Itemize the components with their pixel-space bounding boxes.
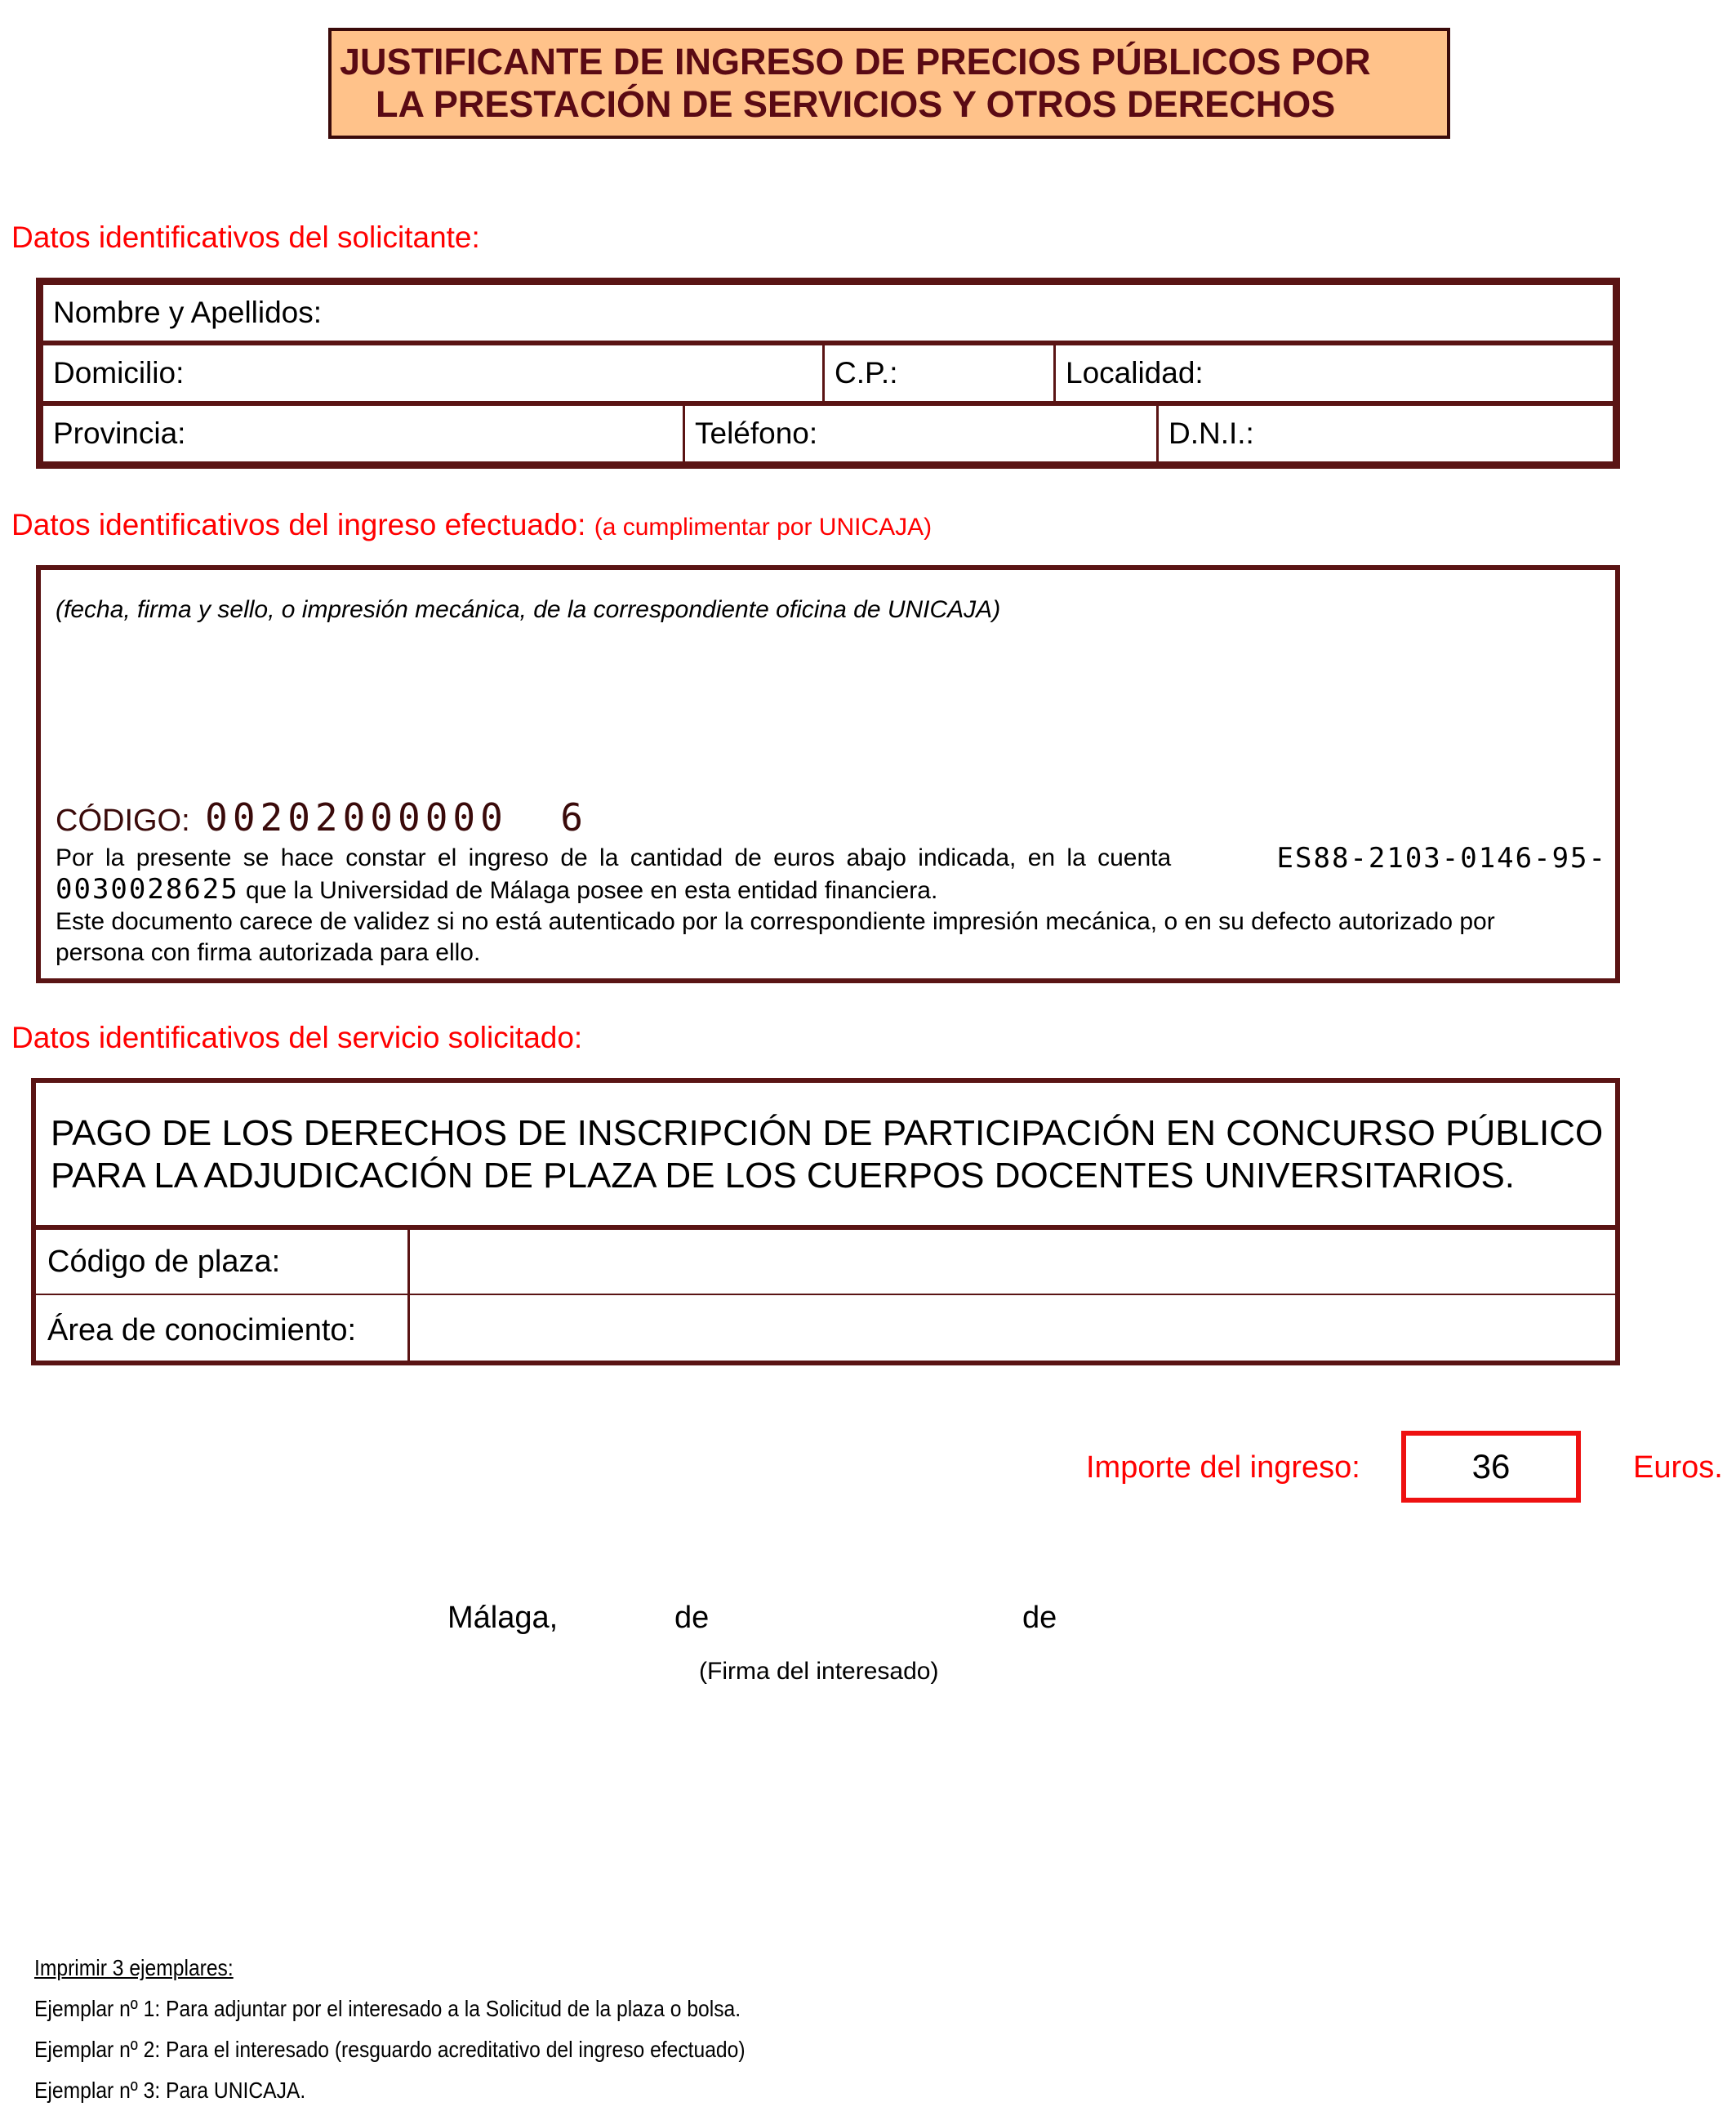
nombre-field[interactable] [41,283,1615,343]
importe-label: Importe del ingreso: [1086,1450,1360,1485]
cp-field[interactable] [822,343,1056,403]
servicio-line-1: PAGO DE LOS DERECHOS DE INSCRIPCIÓN DE PARTICIPACIÓN EN CONCURSO PÚBLICO [51,1113,1604,1153]
malaga-label: Málaga, [447,1601,559,1635]
codigo-row [56,795,583,840]
ingreso-heading [11,508,932,542]
date-de-2: de [1022,1601,1057,1635]
telefono-field[interactable] [683,403,1159,464]
footer-line-1: Ejemplar nº 1: Para adjuntar por el interesado a la Solicitud de la plaza o bolsa. [34,1996,741,2021]
localidad-field[interactable] [1053,343,1615,403]
provincia-label: Provincia: [53,416,186,450]
firma-note: (Firma del interesado) [699,1658,939,1685]
area-label-cell [36,1295,410,1365]
ingreso-text-2: que la Universidad de Málaga posee en esta entidad financiera. [246,877,938,904]
sello-note: (fecha, firma y sello, o impresión mecánica, de la correspondiente oficina de UNICAJA) [56,596,1001,623]
domicilio-label: Domicilio: [53,356,185,390]
area-label: Área de conocimiento: [47,1312,357,1347]
ingreso-box [36,565,1620,983]
footer-line-3: Ejemplar nº 3: Para UNICAJA. [34,2078,306,2103]
servicio-line-2: PARA LA ADJUDICACIÓN DE PLAZA DE LOS CUERPOS DOCENTES UNIVERSITARIOS. [51,1156,1516,1196]
codigo-check-digit: 6 [560,795,583,840]
date-de-1: de [674,1601,710,1635]
footer-line-2: Ejemplar nº 2: Para el interesado (resguardo acreditativo del ingreso efectuado) [34,2037,746,2062]
codigo-colon: : [181,804,190,838]
dni-field[interactable] [1156,403,1615,464]
title-line-2: LA PRESTACIÓN DE SERVICIOS Y OTROS DERECHOS [376,83,1336,125]
solicitante-form [36,278,1620,469]
ingreso-text-1: Por la presente se hace constar el ingreso de la cantidad de euros abajo indicada, en la cuenta [56,844,1172,871]
ingreso-text-4: persona con firma autorizada para ello. [56,939,481,966]
cp-label: C.P.: [835,356,898,390]
footer-heading: Imprimir 3 ejemplares: [34,1955,234,1980]
servicio-description [51,1112,1603,1197]
ingreso-text [56,843,1607,969]
provincia-field[interactable] [41,403,685,464]
ingreso-text-3: Este documento carece de validez si no está autenticado por la correspondiente impresión mecánica, o en su defecto autorizado por [56,908,1495,935]
importe-currency: Euros. [1633,1450,1723,1485]
localidad-label: Localidad: [1066,356,1204,390]
codigo-value: 00202000000 [205,795,508,840]
domicilio-field[interactable] [41,343,825,403]
solicitante-heading: Datos identificativos del solicitante: [11,220,480,254]
iban-part-2: 0030028625 [56,873,239,906]
importe-value: 36 [1471,1447,1511,1485]
title-line-1: JUSTIFICANTE DE INGRESO DE PRECIOS PÚBLICOS POR [340,41,1371,82]
nombre-label: Nombre y Apellidos: [53,296,323,329]
importe-value-box[interactable] [1401,1431,1581,1503]
iban-part-1: ES88-2103-0146-95- [1276,842,1607,875]
document-title-box [328,28,1450,139]
codigo-plaza-label: Código de plaza: [47,1244,281,1279]
ingreso-heading-text: Datos identificativos del ingreso efectuado: [11,508,586,541]
codigo-plaza-input[interactable] [410,1230,1615,1295]
servicio-fields [36,1225,1615,1365]
telefono-label: Teléfono: [695,416,818,450]
dni-label: D.N.I.: [1168,416,1254,450]
servicio-box [31,1078,1620,1365]
ingreso-heading-note: (a cumplimentar por UNICAJA) [594,514,933,541]
codigo-plaza-label-cell [36,1230,410,1295]
codigo-label: CÓDIGO [56,804,182,838]
area-input[interactable] [410,1295,1615,1365]
servicio-heading: Datos identificativos del servicio solicitado: [11,1021,583,1054]
